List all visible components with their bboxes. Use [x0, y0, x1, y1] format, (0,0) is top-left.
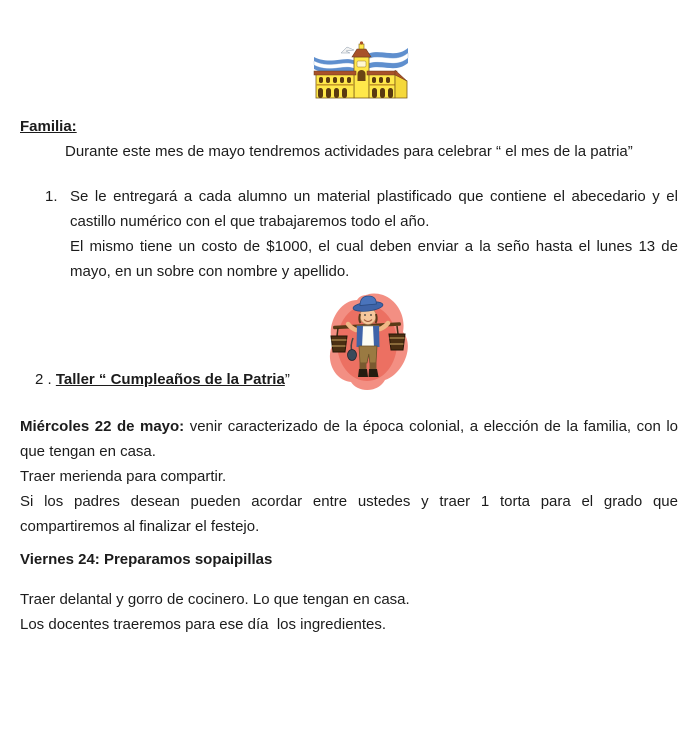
document-page — [0, 40, 698, 752]
familia-heading: Familia: — [20, 118, 77, 135]
colonial-vendor-illustration — [318, 288, 420, 398]
taller-title: Taller “ Cumpleaños de la Patria — [55, 371, 285, 388]
cabildo-illustration — [11, 40, 698, 108]
taller-number: 2 . — [35, 371, 56, 388]
miercoles-date-label: Miércoles 22 de mayo: — [20, 418, 185, 435]
list-item-1 — [45, 184, 678, 284]
miercoles-text: venir caracterizado de la época colonial, a elección de la familia, con lo que tengan en casa. — [20, 418, 678, 460]
torta-line: Si los padres desean pueden acordar entre ustedes y traer 1 torta para el grado que compartiremos al finalizar el festejo. — [20, 493, 678, 535]
list-item-1-line1: Se le entregará a cada alumno un material plastificado que contiene el abecedario y el castillo numérico con el que trabajaremos todo el año. — [70, 188, 678, 230]
colonial-vendor-icon — [318, 385, 420, 402]
list-item-1-number: 1. — [45, 188, 58, 205]
taller-close-quote: ” — [284, 371, 290, 388]
merienda-line: Traer merienda para compartir. — [20, 468, 227, 485]
viernes-heading: Viernes 24: Preparamos sopaipillas — [20, 551, 273, 568]
docentes-line: Los docentes traeremos para ese día los ingredientes. — [20, 616, 387, 633]
taller-section — [0, 288, 698, 400]
taller-heading — [35, 367, 290, 392]
delantal-line: Traer delantal y gorro de cocinero. Lo que tengan en casa. — [20, 591, 410, 608]
cabildo-icon — [300, 40, 420, 108]
list-item-1-line2: El mismo tiene un costo de $1000, el cual deben enviar a la seño hasta el lunes 13 de mayo, en un sobre con nombre y apellido. — [70, 238, 678, 280]
intro-paragraph: Durante este mes de mayo tendremos actividades para celebrar “ el mes de la patria” — [65, 143, 633, 160]
miercoles-paragraph — [20, 414, 678, 464]
list-item-1-body — [70, 184, 678, 284]
